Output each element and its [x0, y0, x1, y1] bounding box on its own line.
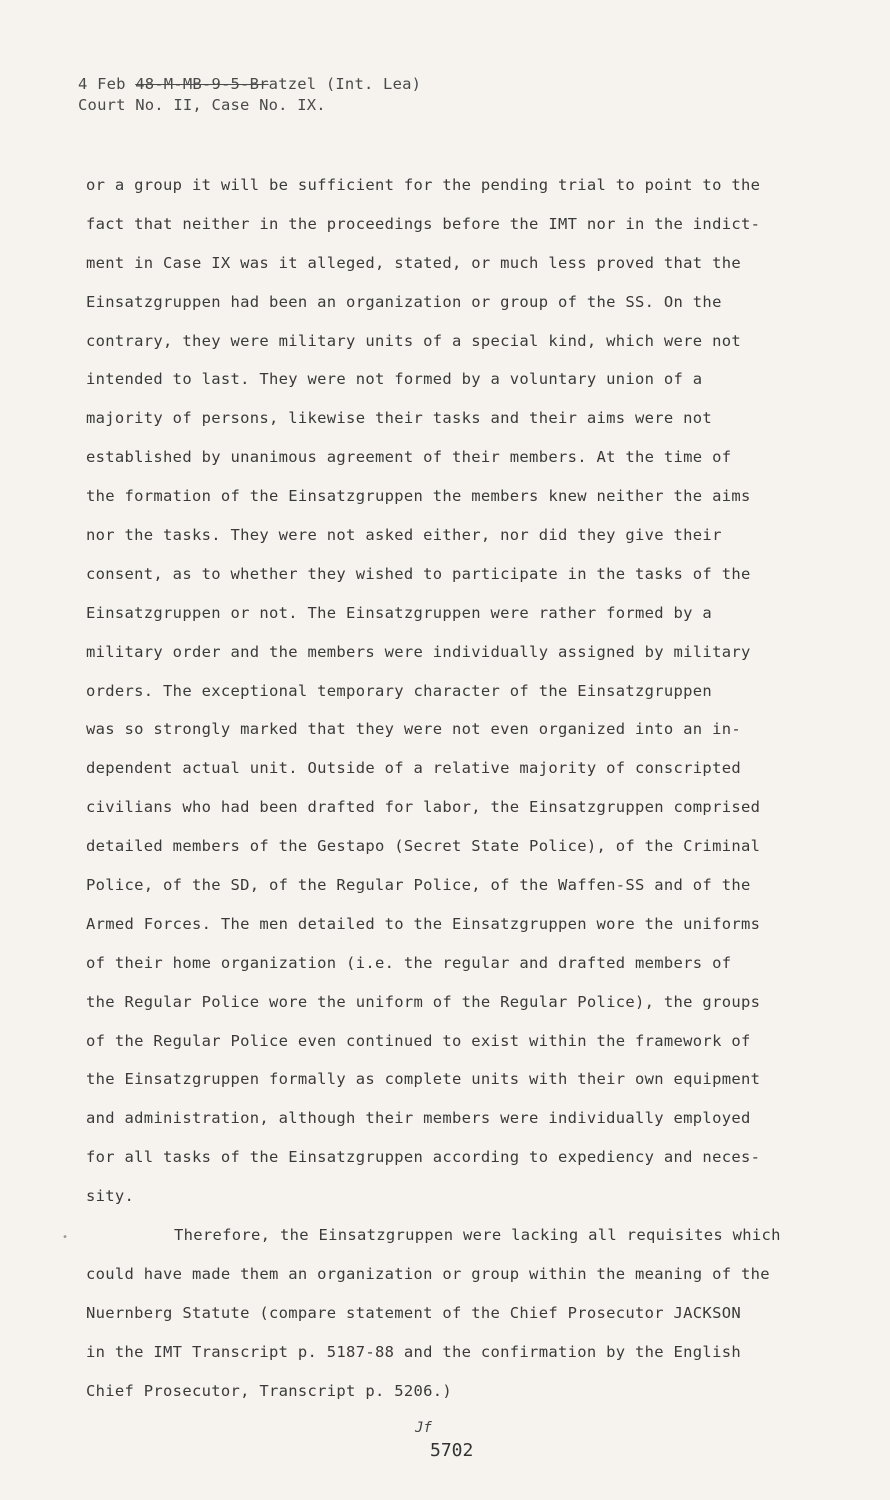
margin-dot: • — [62, 1232, 69, 1243]
text-line: Armed Forces. The men detailed to the Einsatzgruppen wore the uniforms — [86, 914, 761, 933]
text-line: consent, as to whether they wished to participate in the tasks of the — [86, 564, 751, 583]
page-number: 5702 — [430, 1440, 474, 1461]
text-line: contrary, they were military units of a special kind, which were not — [86, 331, 741, 350]
text-line: orders. The exceptional temporary character of the Einsatzgruppen — [86, 681, 713, 700]
text-line: ment in Case IX was it alleged, stated, or much less proved that the — [86, 253, 741, 272]
text-line: Therefore, the Einsatzgruppen were lacking all requisites which — [174, 1226, 781, 1245]
text-line: detailed members of the Gestapo (Secret State Police), of the Criminal — [86, 837, 761, 856]
header-reference: atzel (Int. Lea) — [268, 75, 422, 93]
text-line: could have made them an organization or group within the meaning of the — [86, 1264, 770, 1283]
header-struck-reference: 48-M-MB-9-5-Br — [135, 75, 269, 93]
text-line: Chief Prosecutor, Transcript p. 5206.) — [86, 1381, 453, 1400]
text-line: Einsatzgruppen had been an organization or group of the SS. On the — [86, 292, 722, 311]
text-line: civilians who had been drafted for labor, the Einsatzgruppen comprised — [86, 798, 761, 817]
text-line: Nuernberg Statute (compare statement of the Chief Prosecutor JACKSON — [86, 1303, 741, 1322]
text-line: majority of persons, likewise their tasks and their aims were not — [86, 409, 713, 428]
paragraph-1 — [86, 166, 806, 1216]
text-line: the Einsatzgruppen formally as complete units with their own equipment — [86, 1070, 761, 1089]
header-date: 4 Feb — [78, 75, 136, 93]
text-line: of the Regular Police even continued to exist within the framework of — [86, 1031, 751, 1050]
body-text — [86, 166, 806, 1411]
text-line: was so strongly marked that they were not even organized into an in- — [86, 720, 741, 739]
text-line: Einsatzgruppen or not. The Einsatzgruppen were rather formed by a — [86, 603, 713, 622]
text-line: Police, of the SD, of the Regular Police, of the Waffen-SS and of the — [86, 876, 751, 895]
text-line: intended to last. They were not formed by a voluntary union of a — [86, 370, 703, 389]
paragraph-2 — [86, 1216, 806, 1410]
text-line: the Regular Police wore the uniform of the Regular Police), the groups — [86, 992, 761, 1011]
text-line: or a group it will be sufficient for the pending trial to point to the — [86, 176, 761, 194]
text-line: in the IMT Transcript p. 5187-88 and the confirmation by the English — [86, 1342, 741, 1361]
text-line: military order and the members were individually assigned by military — [86, 642, 751, 661]
text-line: for all tasks of the Einsatzgruppen according to expediency and neces- — [86, 1148, 761, 1167]
text-line: and administration, although their members were individually employed — [86, 1109, 751, 1128]
text-line: of their home organization (i.e. the regular and drafted members of — [86, 953, 732, 972]
text-line: nor the tasks. They were not asked either, nor did they give their — [86, 526, 722, 545]
text-line: the formation of the Einsatzgruppen the members knew neither the aims — [86, 487, 751, 506]
handwritten-initial: Jf — [415, 1420, 432, 1436]
header-line-1 — [78, 75, 421, 93]
text-line: established by unanimous agreement of their members. At the time of — [86, 448, 732, 467]
header-line-2: Court No. II, Case No. IX. — [78, 96, 326, 114]
text-line: sity. — [86, 1187, 135, 1206]
text-line: fact that neither in the proceedings before the IMT nor in the indict- — [86, 214, 761, 233]
text-line: dependent actual unit. Outside of a relative majority of conscripted — [86, 759, 741, 778]
